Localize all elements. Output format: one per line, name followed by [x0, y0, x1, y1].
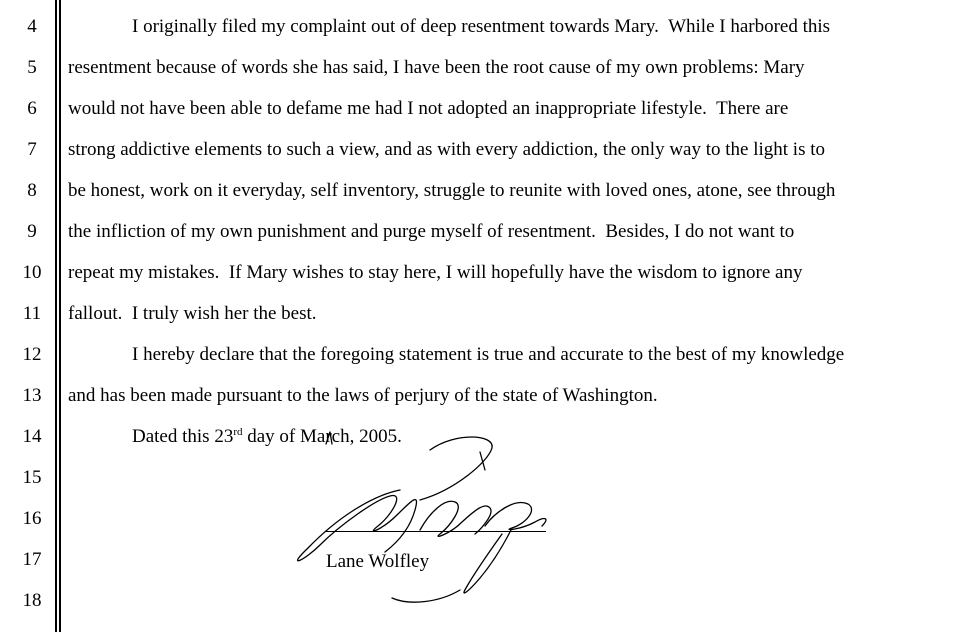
body-text-line: I originally filed my complaint out of deep resentment towards Mary. While I harbored this [132, 16, 831, 37]
line-number: 16 [22, 508, 42, 529]
line-number: 15 [22, 467, 42, 488]
line-number: 13 [22, 385, 42, 406]
line-number: 9 [27, 221, 37, 242]
line-number: 14 [22, 426, 42, 447]
dated-suffix: day of March, 2005. [242, 426, 402, 447]
line-number: 4 [27, 16, 37, 37]
dated-ordinal: rd [233, 426, 243, 438]
body-text-line: I hereby declare that the foregoing statement is true and accurate to the best of my knowledge [132, 344, 845, 365]
handwritten-signature [280, 430, 580, 610]
body-text-line: the infliction of my own punishment and purge myself of resentment. Besides, I do not want to [68, 221, 795, 242]
body-text-line: would not have been able to defame me had I not adopted an inappropriate lifestyle. There are [68, 98, 789, 119]
line-number: 6 [27, 98, 37, 119]
body-text-line: be honest, work on it everyday, self inventory, struggle to reunite with loved ones, atone, see through [68, 180, 836, 201]
line-number: 18 [22, 590, 42, 611]
line-number: 11 [22, 303, 42, 324]
body-text-line: resentment because of words she has said, I have been the root cause of my own problems: Mary [68, 57, 805, 78]
dated-prefix: Dated this 23 [132, 426, 234, 447]
body-text-line: repeat my mistakes. If Mary wishes to stay here, I will hopefully have the wisdom to ignore any [68, 262, 803, 283]
line-number: 12 [22, 344, 42, 365]
body-text-line: strong addictive elements to such a view, and as with every addiction, the only way to the light is to [68, 139, 826, 160]
line-number: 10 [22, 262, 42, 283]
line-number: 17 [22, 549, 42, 570]
body-text-line: and has been made pursuant to the laws of perjury of the state of Washington. [68, 385, 658, 406]
signatory-name: Lane Wolfley [326, 551, 430, 572]
line-number: 7 [27, 139, 37, 160]
line-number: 8 [27, 180, 37, 201]
margin-rule-left [55, 0, 57, 632]
line-number: 5 [27, 57, 37, 78]
body-text-line: fallout. I truly wish her the best. [68, 303, 317, 324]
margin-rule-right [59, 0, 61, 632]
